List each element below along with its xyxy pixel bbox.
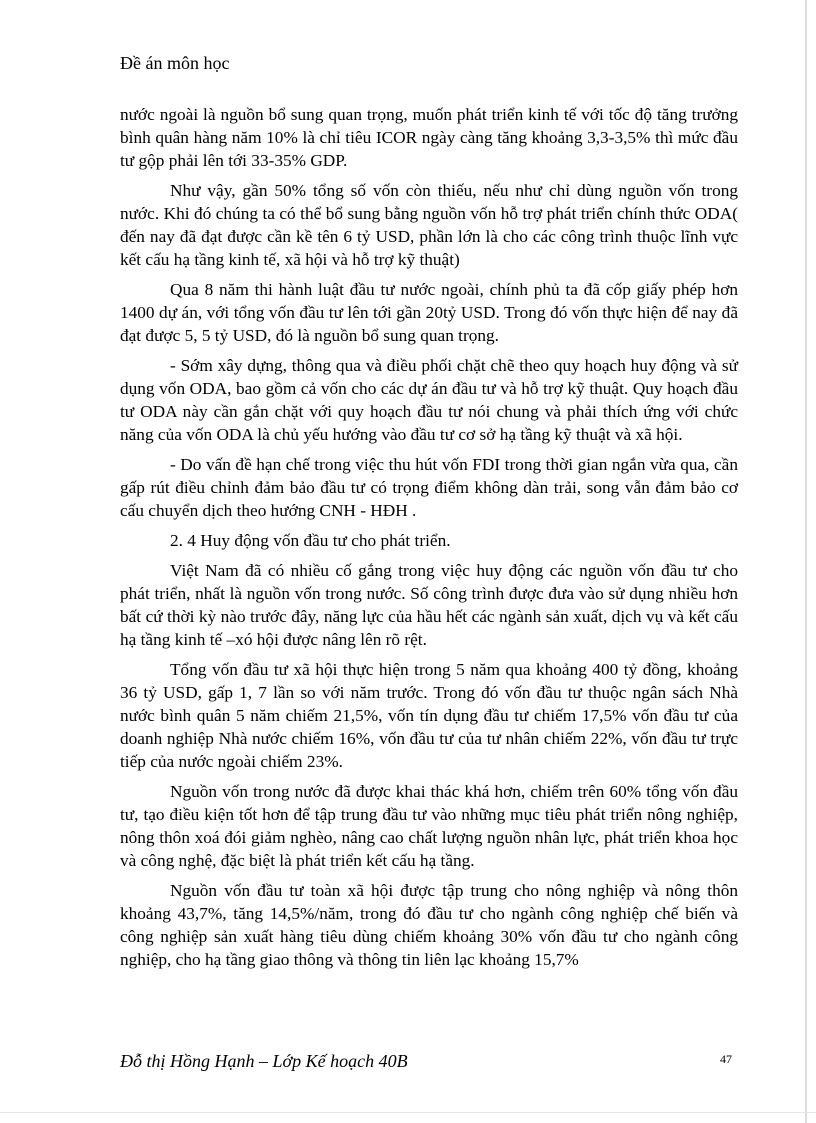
page-edge-right — [805, 0, 807, 1123]
paragraph-continuation: nước ngoài là nguồn bổ sung quan trọng, muốn phát triển kinh tế với tốc độ tăng trưởng bình quân hàng năm 10% là chỉ tiêu ICOR ngày càng tăng khoảng 3,3-3,5% thì mức đầu tư gộp phải lên tới 33-35% GDP. — [120, 105, 738, 170]
section-heading: 2. 4 Huy động vốn đầu tư cho phát triển. — [170, 531, 451, 550]
paragraph-mobilization-efforts: Việt Nam đã có nhiều cố gắng trong việc huy động các nguồn vốn đầu tư cho phát triển, nhất là nguồn vốn trong nước. Số công trình được đưa vào sử dụng nhiều hơn bất cứ thời kỳ nào trước đây, năng lực của hầu hết các ngành sản xuất, dịch vụ và kết cấu hạ tầng kinh tế –xó hội được nâng lên rõ rệt. — [120, 561, 738, 649]
paragraph-sector-allocation: Nguồn vốn đầu tư toàn xã hội được tập trung cho nông nghiệp và nông thôn khoảng 43,7%, tăng 14,5%/năm, trong đó đầu tư cho ngành công nghiệp chế biến và công nghiệp sản xuất hàng tiêu dùng chiếm khoảng 30% vốn đầu tư cho ngành công nghiệp, cho hạ tầng giao thông và thông tin liên lạc khoảng 15,7% — [120, 881, 738, 969]
paragraph-foreign-investment-law: Qua 8 năm thi hành luật đầu tư nước ngoài, chính phủ ta đã cốp giấy phép hơn 1400 dự án, với tổng vốn đầu tư lên tới gần 20tỷ USD. Trong đó vốn thực hiện để nay đã đạt được 5, 5 tỷ USD, đó là nguồn bổ sung quan trọng. — [120, 280, 738, 345]
page-number: 47 — [720, 1052, 732, 1066]
page-header-title: Đề án môn học — [120, 53, 230, 73]
footer-author: Đỗ thị Hồng Hạnh – Lớp Kế hoạch 40B — [120, 1051, 408, 1071]
paragraph-capital-shortfall: Như vậy, gần 50% tổng số vốn còn thiếu, nếu như chỉ dùng nguồn vốn trong nước. Khi đó chúng ta có thể bổ sung bằng nguồn vốn hỗ trợ phát triển chính thức ODA( đến nay đã đạt được cần kề tên 6 tỷ USD, phần lớn là cho các công trình thuộc lĩnh vực kết cấu hạ tầng kinh tế, xã hội và hỗ trợ kỹ thuật) — [120, 181, 738, 269]
paragraph-oda-planning: - Sớm xây dựng, thông qua và điều phối chặt chẽ theo quy hoạch huy động và sử dụng vốn ODA, bao gồm cả vốn cho các dự án đầu tư và hỗ trợ kỹ thuật. Quy hoạch đầu tư ODA này cần gắn chặt với quy hoạch đầu tư nói chung và phải thích ứng với chức năng của vốn ODA là chủ yếu hướng vào đầu tư cơ sở hạ tầng kỹ thuật và xã hội. — [120, 356, 738, 444]
paragraph-fdi-limitation: - Do vấn đề hạn chế trong việc thu hút vốn FDI trong thời gian ngắn vừa qua, cần gấp rút điều chỉnh đảm bảo đầu tư có trọng điểm không dàn trải, song vẫn đảm bảo cơ cấu chuyển dịch theo hướng CNH - HĐH . — [120, 455, 738, 520]
document-body — [120, 103, 738, 978]
paragraph-total-investment: Tổng vốn đầu tư xã hội thực hiện trong 5 năm qua khoảng 400 tỷ đồng, khoảng 36 tỷ USD, gấp 1, 7 lần so với năm trước. Trong đó vốn đầu tư thuộc ngân sách Nhà nước bình quân 5 năm chiếm 21,5%, vốn tín dụng đầu tư chiếm 17,5% vốn đầu tư của doanh nghiệp Nhà nước chiếm 16%, vốn đầu tư của tư nhân chiếm 22%, vốn đầu tư trực tiếp của nước ngoài chiếm 23%. — [120, 660, 738, 771]
page-edge-bottom — [0, 1112, 816, 1113]
paragraph-domestic-capital: Nguồn vốn trong nước đã được khai thác khá hơn, chiếm trên 60% tổng vốn đầu tư, tạo điều kiện tốt hơn để tập trung đầu tư vào những mục tiêu phát triển nông nghiệp, nông thôn xoá đói giảm nghèo, nâng cao chất lượng nguồn nhân lực, phát triển khoa học và công nghệ, đặc biệt là phát triển kết cấu hạ tầng. — [120, 782, 738, 870]
